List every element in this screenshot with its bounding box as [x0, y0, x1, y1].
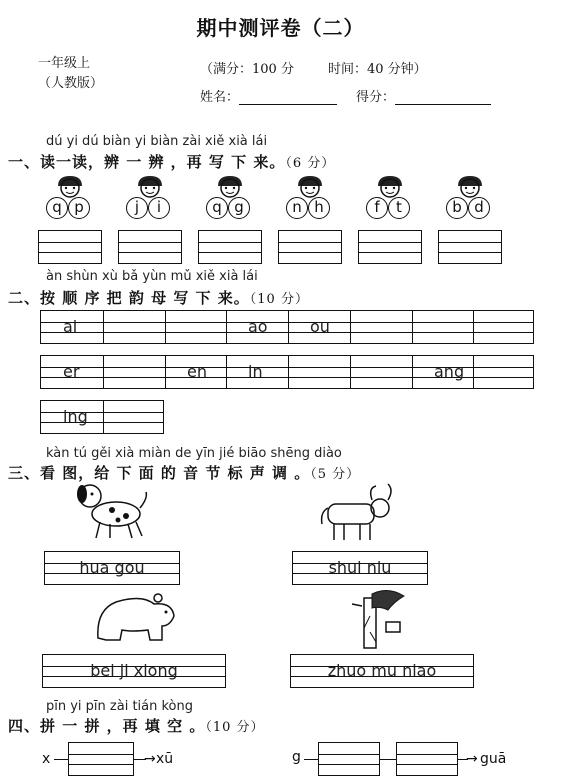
q2-row-1-final-4: ao — [248, 317, 268, 336]
q1-letter-6-2: d — [468, 197, 490, 219]
edition-label: （人教版） — [38, 76, 104, 91]
q1-writing-box-6[interactable] — [438, 230, 502, 264]
q1-writing-box-2-line-2 — [119, 252, 181, 253]
q3-syllable-1: hua gou — [79, 558, 145, 577]
q3-heading — [8, 462, 360, 483]
q2-row-2-cell-4 — [226, 356, 288, 388]
q1-writing-box-5[interactable] — [358, 230, 422, 264]
q2-row-2-cell-3 — [165, 356, 227, 388]
q3-score: （5 分） — [310, 467, 361, 482]
q4-ex2-blank-2[interactable] — [396, 742, 458, 776]
full-score-label: （满分：100 分 — [200, 62, 294, 77]
q1-letter-6-1: b — [446, 197, 468, 219]
q2-row-2-final-1: er — [63, 362, 80, 381]
q2-row-2-cell-2[interactable] — [103, 356, 165, 388]
q4-ex1-arrow: → — [144, 751, 156, 767]
q2-row-2-cell-8[interactable] — [473, 356, 535, 388]
q4-ex2-right: guā — [480, 751, 507, 767]
q3-syllable-4: zhuo mu niao — [327, 661, 437, 680]
q4-title: 四、拼 一 拼 ，再 填 空 。 — [8, 717, 206, 735]
q2-row-1-cell-2[interactable] — [103, 311, 165, 343]
q4-pinyin: pīn yi pīn zài tián kòng — [46, 699, 193, 714]
q2-row-3-final-1: ing — [63, 407, 88, 426]
q2-pinyin: àn shùn xù bǎ yùn mǔ xiě xià lái — [46, 269, 258, 284]
q1-letter-2-1: j — [126, 197, 148, 219]
q1-heading — [8, 151, 335, 172]
q2-heading — [8, 287, 309, 308]
q1-letter-2-2: i — [148, 197, 170, 219]
q2-row-2-final-3: en — [187, 362, 207, 381]
name-line[interactable] — [239, 90, 337, 105]
dog-picture — [72, 478, 152, 542]
name-label: 姓名： — [200, 90, 240, 105]
q3-title: 三、看 图，给 下 面 的 音 节 标 声 调 。 — [8, 464, 311, 482]
q4-ex1-right: xū — [156, 751, 174, 767]
q4-ex1-blank[interactable] — [68, 742, 134, 776]
q1-letter-5-1: f — [366, 197, 388, 219]
q1-writing-box-3[interactable] — [198, 230, 262, 264]
q1-letter-1-1: q — [46, 197, 68, 219]
q3-pinyin: kàn tú gěi xià miàn de yīn jié biāo shēng diào — [46, 446, 342, 461]
q1-letter-4-1: n — [286, 197, 308, 219]
q4-ex2-line-b — [380, 759, 396, 760]
q1-score: （6 分） — [285, 156, 336, 171]
q1-writing-box-4-line-1 — [279, 242, 341, 243]
q2-row-2-cell-1 — [41, 356, 103, 388]
q4-ex2-line-a — [304, 759, 318, 760]
q4-ex2-arrow: → — [466, 751, 478, 767]
q4-ex2-blank-1[interactable] — [318, 742, 380, 776]
q2-row-1-final-1: ai — [63, 317, 78, 336]
score-line[interactable] — [395, 90, 491, 105]
q2-row-2-final-4: in — [248, 362, 263, 381]
q2-row-1-final-5: ou — [310, 317, 330, 336]
q2-row-1 — [40, 310, 534, 344]
q4-heading — [8, 715, 265, 736]
time-label: 时间：40 分钟） — [328, 62, 427, 77]
q1-letter-1-2: p — [68, 197, 90, 219]
q2-row-2-cell-5[interactable] — [288, 356, 350, 388]
q1-letter-4-2: h — [308, 197, 330, 219]
q1-writing-box-1-line-1 — [39, 242, 101, 243]
q4-ex1-left: x — [42, 751, 51, 767]
q2-row-2-final-7: ang — [434, 362, 465, 381]
q4-ex1-line-a — [54, 759, 68, 760]
q1-writing-box-3-line-2 — [199, 252, 261, 253]
q4-ex2-left: g — [292, 749, 301, 765]
q1-title: 一、读一读，辨 一 辨 ，再 写 下 来。 — [8, 153, 286, 171]
q1-writing-box-5-line-1 — [359, 242, 421, 243]
name-field[interactable] — [200, 86, 337, 105]
q1-writing-box-6-line-1 — [439, 242, 501, 243]
q1-writing-box-2[interactable] — [118, 230, 182, 264]
q2-row-2 — [40, 355, 534, 389]
q2-row-1-cell-6[interactable] — [350, 311, 412, 343]
q3-syllable-box-4[interactable] — [290, 654, 474, 688]
q2-row-1-cell-7[interactable] — [412, 311, 474, 343]
q3-syllable-box-3[interactable] — [42, 654, 226, 688]
q2-row-3-cell-2[interactable] — [103, 401, 165, 433]
q1-writing-box-4-line-2 — [279, 252, 341, 253]
q1-pinyin: dú yi dú biàn yi biàn zài xiě xià lái — [46, 134, 268, 149]
q2-row-3 — [40, 400, 164, 434]
q1-writing-box-1-line-2 — [39, 252, 101, 253]
q1-letter-5-2: t — [388, 197, 410, 219]
q2-row-1-cell-5 — [288, 311, 350, 343]
woodpecker-picture — [348, 588, 418, 650]
q1-writing-box-5-line-2 — [359, 252, 421, 253]
q3-syllable-box-2[interactable] — [292, 551, 428, 585]
bear-picture — [92, 586, 178, 644]
q1-letter-3-2: g — [228, 197, 250, 219]
page-title: 期中测评卷（二） — [196, 16, 365, 40]
q1-writing-box-1[interactable] — [38, 230, 102, 264]
q1-writing-box-6-line-2 — [439, 252, 501, 253]
q4-score: （10 分） — [205, 720, 265, 735]
q3-syllable-2: shui niu — [328, 558, 392, 577]
q2-title: 二、按 顺 序 把 韵 母 写 下 来。 — [8, 289, 250, 307]
q2-row-1-cell-3[interactable] — [165, 311, 227, 343]
q2-row-2-cell-7 — [412, 356, 474, 388]
grade-label: 一年级上 — [38, 56, 91, 71]
q3-syllable-box-1[interactable] — [44, 551, 180, 585]
q3-syllable-3: bei ji xiong — [90, 661, 178, 680]
q1-writing-box-4[interactable] — [278, 230, 342, 264]
q1-writing-box-3-line-1 — [199, 242, 261, 243]
q2-row-3-cell-1 — [41, 401, 103, 433]
buffalo-picture — [318, 482, 398, 544]
q1-letter-3-1: q — [206, 197, 228, 219]
q2-row-2-cell-6[interactable] — [350, 356, 412, 388]
q2-row-1-cell-8[interactable] — [473, 311, 535, 343]
score-label: 得分： — [356, 90, 396, 105]
q1-writing-box-2-line-1 — [119, 242, 181, 243]
score-field[interactable] — [356, 86, 491, 105]
q2-score: （10 分） — [249, 292, 309, 307]
q2-row-1-cell-4 — [226, 311, 288, 343]
q2-row-1-cell-1 — [41, 311, 103, 343]
